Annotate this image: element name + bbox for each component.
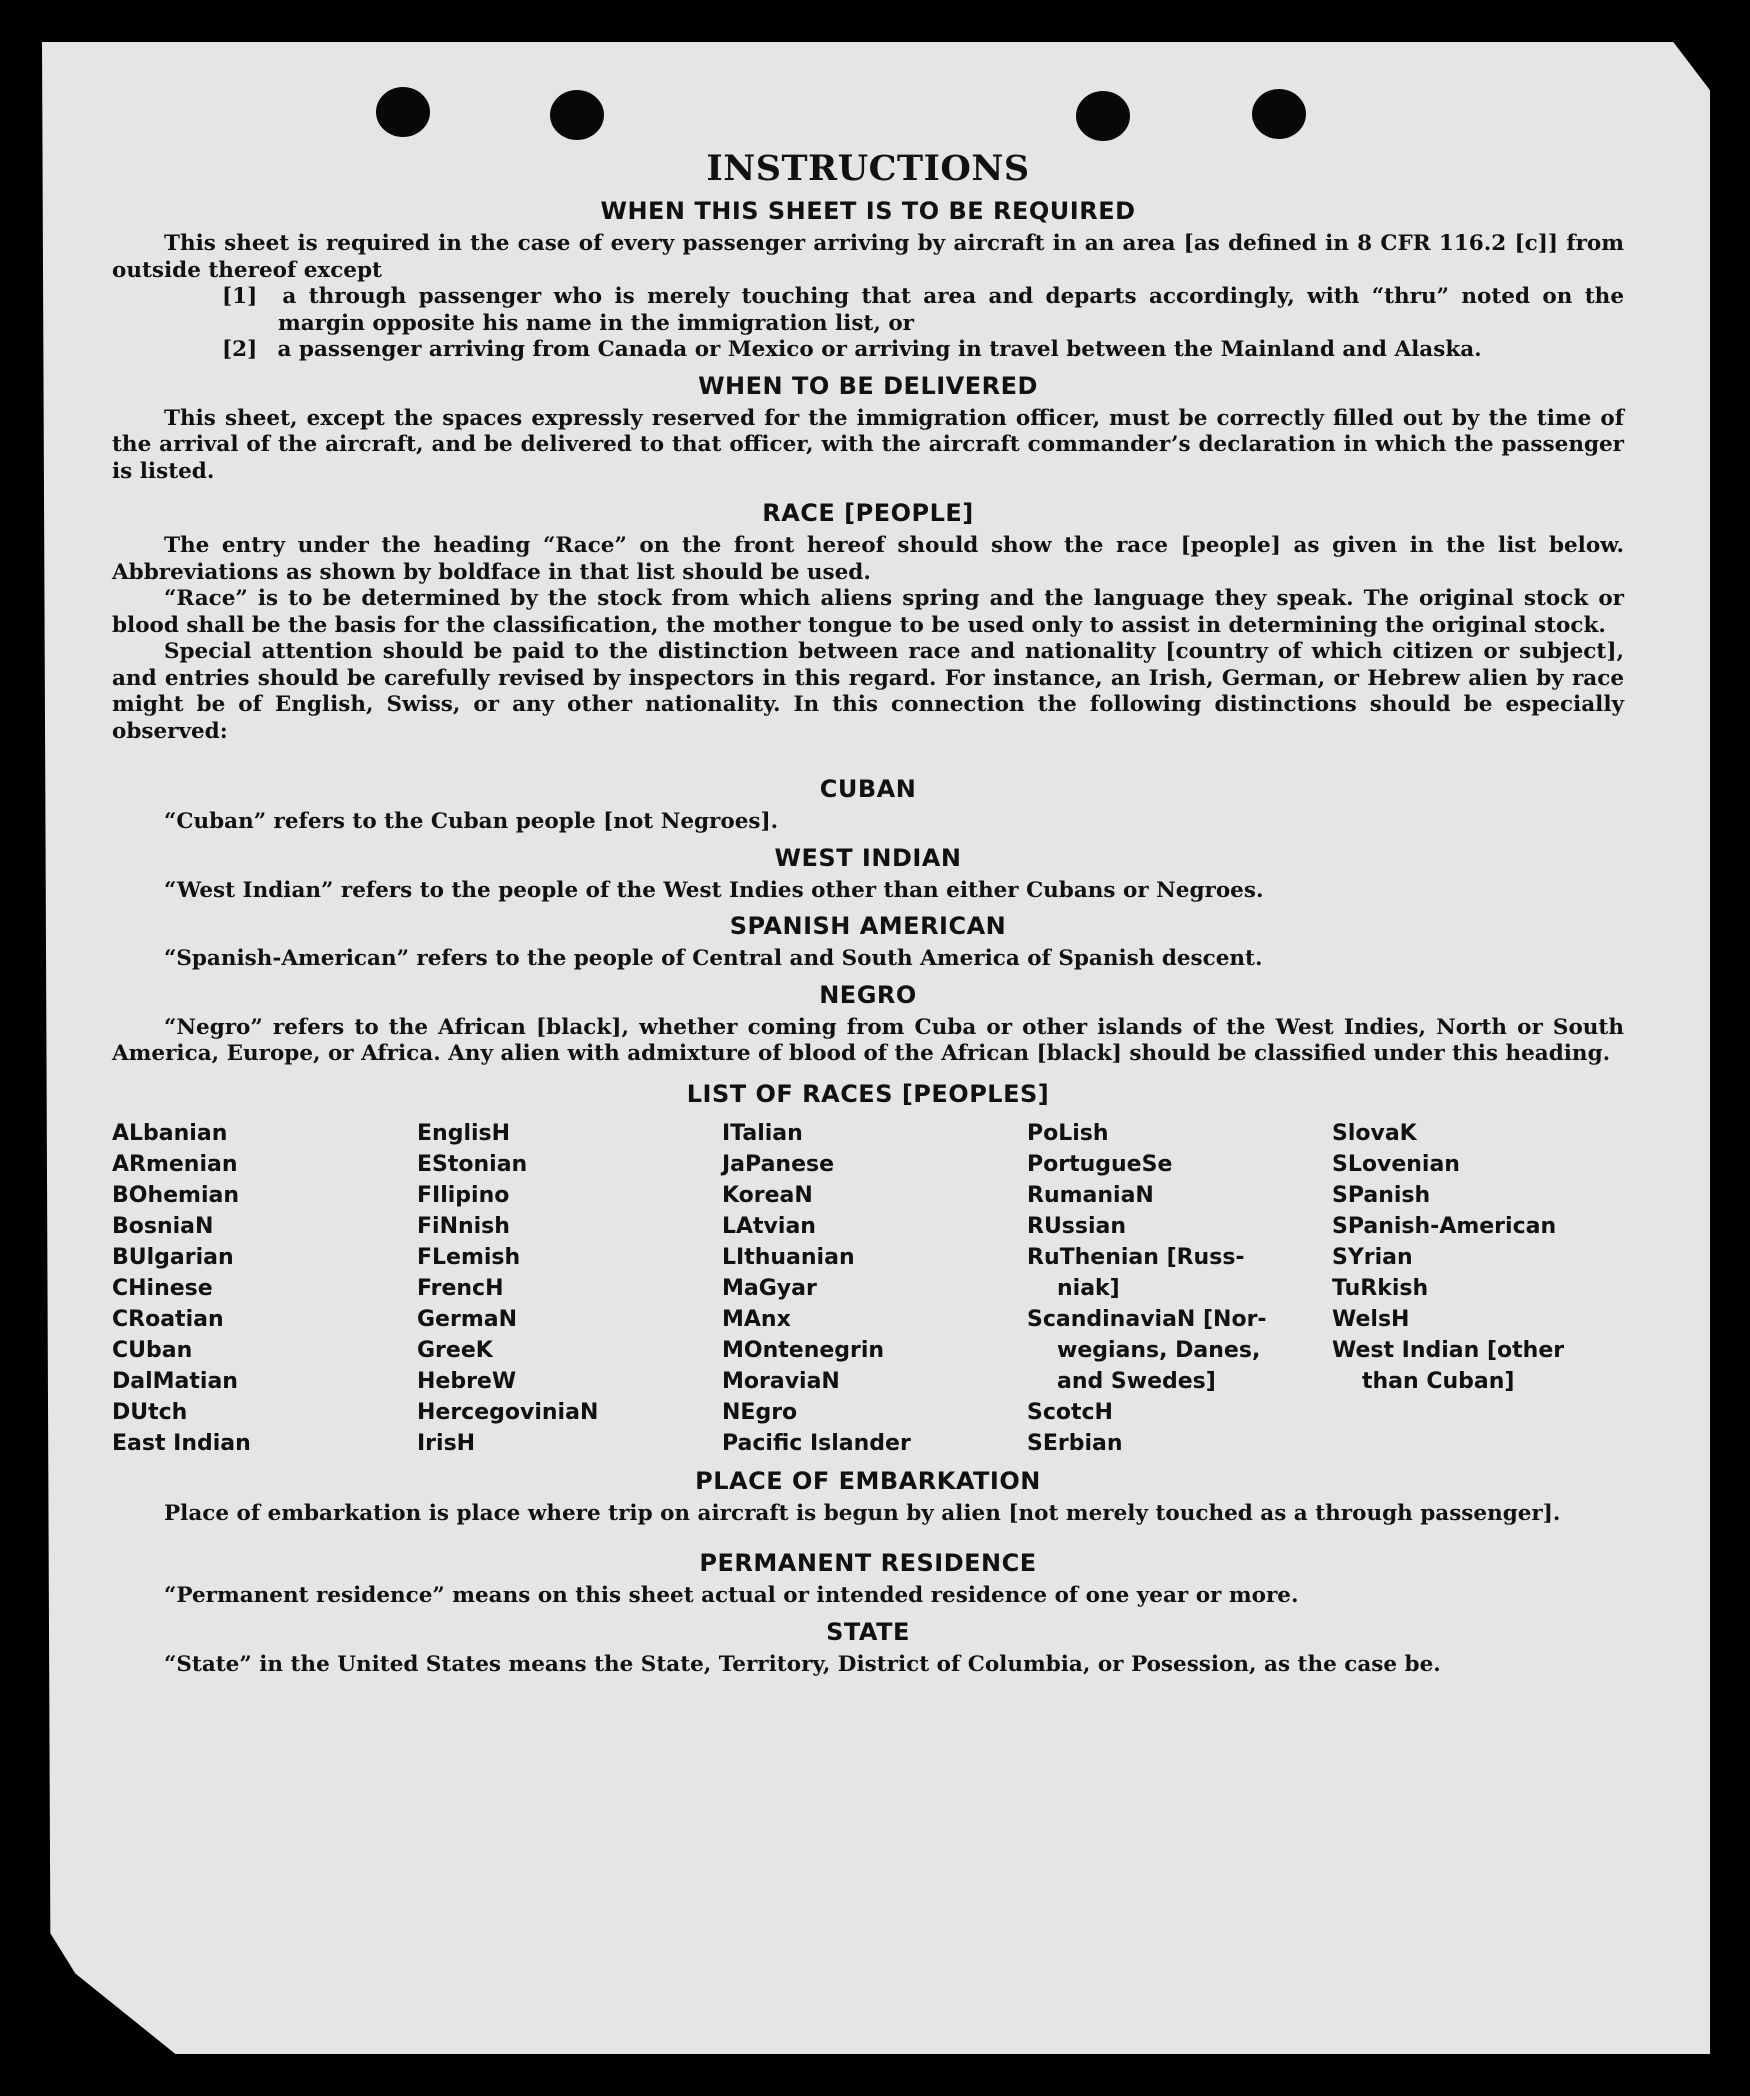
state-text: “State” in the United States means the State, Territory, District of Columbia, or Posession, as the case be. [164,1651,1441,1677]
embarkation-text: Place of embarkation is place where trip on aircraft is begun by alien [not merely touched as a through passenger]. [164,1500,1561,1526]
section-heading-permanent-residence: PERMANENT RESIDENCE [699,1549,1037,1577]
negro-text: “Negro” refers to the African [black], whether coming from Cuba or other islands of the West Indies, North or South America, Europe, or Africa. Any alien with admixture of blood of the African [black] should be classified under this heading. [112,1014,1624,1066]
race-entry: GreeK [417,1337,493,1363]
race-entry-continuation: than Cuban] [1362,1368,1515,1394]
instructions-content [112,148,1624,1678]
race-entry: BUlgarian [112,1244,234,1270]
race-entry: ARmenian [112,1151,238,1177]
spanish-american-text: “Spanish-American” refers to the people of Central and South America of Spanish descent. [164,946,1263,971]
race-entry-continuation: and Swedes] [1057,1368,1216,1394]
when-required-intro: This sheet is required in the case of every passenger arriving by aircraft in an area [as defined in 8 CFR 116.2 [c]] from outside thereof except [112,231,1624,283]
race-entry: SYrian [1332,1244,1413,1270]
race-entry: SPanish-American [1332,1213,1557,1239]
exception-number: [1] [222,284,258,309]
race-entry: MOntenegrin [722,1337,885,1363]
race-entry: LIthuanian [722,1244,855,1270]
race-paragraph: Special attention should be paid to the distinction between race and nationality [country of which citizen or subject], and entries should be carefully revised by inspectors in this regard. For instance, an Irish, German, or Hebrew alien by race might be of English, Swiss, or any other nationality. In this connection the following distinctions should be especially observed: [112,639,1624,744]
race-entry: NEgro [722,1399,798,1425]
race-entry: DUtch [112,1399,188,1425]
race-entry: MaGyar [722,1275,817,1301]
section-heading-negro: NEGRO [819,980,917,1009]
race-entry: SErbian [1027,1430,1123,1456]
races-list [112,1118,1624,1459]
exception-text: a through passenger who is merely touching that area and departs accordingly, with “thru” noted on the margin opposite his name in the immigration list, or [278,284,1624,336]
punch-hole [1076,91,1130,141]
race-entry: BosniaN [112,1213,214,1239]
race-entry-continuation: niak] [1057,1275,1120,1301]
race-entry: RumaniaN [1027,1182,1154,1208]
race-entry: PortugueSe [1027,1151,1173,1177]
race-entry: FIlipino [417,1182,510,1208]
races-column [417,1118,709,1459]
race-entry: MAnx [722,1306,791,1332]
race-entry: SLovenian [1332,1151,1460,1177]
race-entry: CUban [112,1337,193,1363]
race-entry: PoLish [1027,1120,1109,1146]
permanent-residence-text: “Permanent residence” means on this sheet actual or intended residence of one year or more. [164,1583,1299,1608]
race-entry: FLemish [417,1244,521,1270]
section-heading-spanish-american: SPANISH AMERICAN [729,912,1007,940]
race-entry: DalMatian [112,1368,238,1394]
section-heading-cuban: CUBAN [819,775,917,803]
punch-hole [376,87,430,137]
west-indian-text: “West Indian” refers to the people of the West Indies other than either Cubans or Negroes. [164,877,1264,903]
exception-item [222,284,1624,337]
race-entry-continuation: wegians, Danes, [1057,1337,1261,1363]
race-paragraph: “Race” is to be determined by the stock from which aliens spring and the language they speak. The original stock or blood shall be the basis for the classification, the mother tongue to be used only to assist in determining the original stock. [112,586,1624,638]
section-heading-list-of-races: LIST OF RACES [PEOPLES] [686,1079,1050,1108]
when-delivered-text: This sheet, except the spaces expressly reserved for the immigration officer, must be correctly filled out by the time of the arrival of the aircraft, and be delivered to that officer, with the aircraft commander’s declaration in which the passenger is listed. [112,405,1624,484]
race-entry: ITalian [722,1120,803,1146]
race-entry: HercegoviniaN [417,1399,599,1425]
races-column [722,1118,1014,1459]
race-paragraph: The entry under the heading “Race” on the front hereof should show the race [people] as given in the list below. Abbreviations as shown by boldface in that list should be used. [112,533,1624,585]
race-entry: BOhemian [112,1182,240,1208]
races-column [1027,1118,1319,1459]
race-entry: TuRkish [1332,1275,1429,1301]
page-title: INSTRUCTIONS [706,148,1030,189]
race-entry: JaPanese [722,1151,835,1177]
race-entry: FrencH [417,1275,504,1301]
race-entry: SlovaK [1332,1120,1417,1146]
race-entry: CRoatian [112,1306,224,1332]
race-entry: EStonian [417,1151,528,1177]
section-heading-state: STATE [826,1617,910,1646]
race-entry: CHinese [112,1275,213,1301]
punch-hole [1252,89,1306,139]
race-entry: WelsH [1332,1306,1410,1332]
section-heading-when-delivered: WHEN TO BE DELIVERED [698,371,1038,400]
race-entry: East Indian [112,1430,251,1456]
section-heading-embarkation: PLACE OF EMBARKATION [695,1466,1041,1495]
races-column [112,1118,404,1459]
race-entry: West Indian [other [1332,1337,1565,1363]
race-entry: FiNnish [417,1213,510,1239]
race-entry: IrisH [417,1430,476,1456]
cuban-text: “Cuban” refers to the Cuban people [not Negroes]. [164,809,779,834]
race-entry: ScotcH [1027,1399,1113,1425]
race-entry: SPanish [1332,1182,1431,1208]
exception-number: [2] [222,337,258,362]
race-entry: HebreW [417,1368,517,1394]
exception-item [222,337,1624,364]
race-entry: LAtvian [722,1213,816,1239]
section-heading-race: RACE [PEOPLE] [762,499,974,527]
race-entry: MoraviaN [722,1368,840,1394]
section-heading-when-required: WHEN THIS SHEET IS TO BE REQUIRED [600,197,1136,225]
section-heading-west-indian: WEST INDIAN [774,843,962,872]
race-entry: ALbanian [112,1120,228,1146]
race-entry: RuThenian [Russ- [1027,1244,1245,1270]
race-entry: KoreaN [722,1182,813,1208]
exception-text: a passenger arriving from Canada or Mexico or arriving in travel between the Mainland and Alaska. [277,337,1482,362]
race-entry: EnglisH [417,1120,511,1146]
race-entry: ScandinaviaN [Nor- [1027,1306,1267,1332]
race-entry: RUssian [1027,1213,1127,1239]
punch-hole [550,90,604,140]
race-entry: GermaN [417,1306,518,1332]
races-column [1332,1118,1624,1459]
race-entry: Pacific Islander [722,1430,911,1456]
